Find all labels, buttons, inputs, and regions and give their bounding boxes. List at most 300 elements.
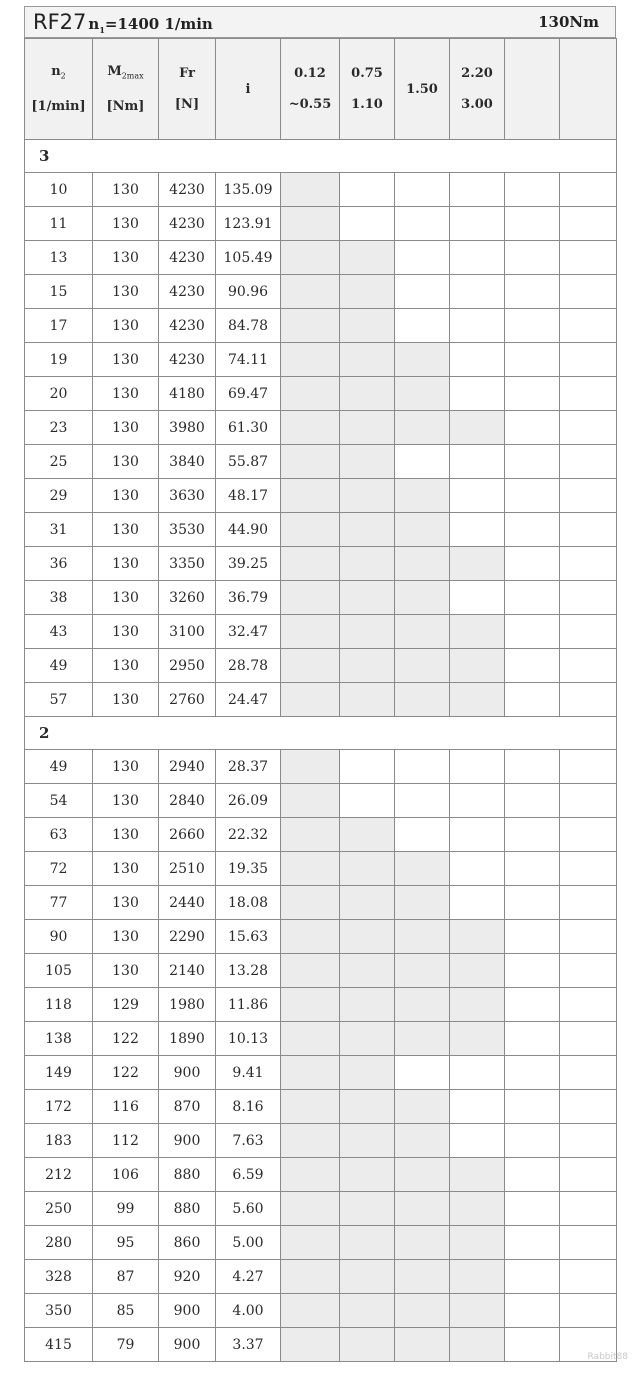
- power-cell-2: [340, 1022, 395, 1056]
- cell-fr: 870: [159, 1090, 216, 1124]
- cell-fr: 4180: [159, 377, 216, 411]
- power-cell-2: [340, 445, 395, 479]
- power-cell-1: [281, 1056, 340, 1090]
- power-cell-4: [450, 784, 505, 818]
- power-cell-4: [450, 988, 505, 1022]
- cell-m2max: 130: [93, 411, 159, 445]
- input-speed-symbol: n: [88, 14, 100, 33]
- power-cell-1: [281, 479, 340, 513]
- cell-fr: 2950: [159, 649, 216, 683]
- cell-i: 8.16: [216, 1090, 281, 1124]
- power-cell-6: [560, 1056, 617, 1090]
- cell-n2: 72: [25, 852, 93, 886]
- power-cell-3: [395, 547, 450, 581]
- cell-i: 105.49: [216, 241, 281, 275]
- header-i: [216, 39, 281, 140]
- power-cell-5: [505, 173, 560, 207]
- power-cell-4: [450, 1124, 505, 1158]
- table-row: [25, 513, 617, 547]
- power-cell-5: [505, 241, 560, 275]
- cell-fr: 4230: [159, 309, 216, 343]
- power-cell-3: [395, 818, 450, 852]
- cell-fr: 860: [159, 1226, 216, 1260]
- power-cell-4: [450, 1090, 505, 1124]
- cell-fr: 2290: [159, 920, 216, 954]
- header-power-4: [450, 39, 505, 140]
- power-cell-4: [450, 818, 505, 852]
- power-cell-3: [395, 411, 450, 445]
- power-cell-3: [395, 920, 450, 954]
- power-cell-5: [505, 1328, 560, 1362]
- cell-n2: 43: [25, 615, 93, 649]
- power-cell-6: [560, 411, 617, 445]
- header-n2-label: n: [51, 63, 61, 79]
- power-cell-6: [560, 547, 617, 581]
- cell-n2: 63: [25, 818, 93, 852]
- table-row: [25, 1124, 617, 1158]
- cell-fr: 900: [159, 1328, 216, 1362]
- table-row: [25, 988, 617, 1022]
- header-power-1: [281, 39, 340, 140]
- power-cell-3: [395, 954, 450, 988]
- table-row: [25, 683, 617, 717]
- power-cell-4: [450, 309, 505, 343]
- cell-i: 28.78: [216, 649, 281, 683]
- table-row: [25, 1294, 617, 1328]
- power-cell-5: [505, 513, 560, 547]
- cell-i: 5.00: [216, 1226, 281, 1260]
- power-cell-3: [395, 683, 450, 717]
- table-row: [25, 275, 617, 309]
- cell-i: 13.28: [216, 954, 281, 988]
- power-cell-1: [281, 241, 340, 275]
- power-cell-4: [450, 241, 505, 275]
- header-power-1-line1: 0.12: [294, 66, 326, 81]
- table-row: [25, 954, 617, 988]
- power-cell-1: [281, 852, 340, 886]
- power-cell-4: [450, 852, 505, 886]
- cell-n2: 250: [25, 1192, 93, 1226]
- cell-i: 61.30: [216, 411, 281, 445]
- power-cell-6: [560, 1124, 617, 1158]
- cell-i: 26.09: [216, 784, 281, 818]
- power-cell-5: [505, 886, 560, 920]
- power-cell-1: [281, 886, 340, 920]
- table-row: [25, 1090, 617, 1124]
- header-power-1-line2: ~0.55: [288, 97, 332, 112]
- power-cell-1: [281, 818, 340, 852]
- cell-i: 18.08: [216, 886, 281, 920]
- power-cell-1: [281, 513, 340, 547]
- cell-fr: 3840: [159, 445, 216, 479]
- power-cell-4: [450, 954, 505, 988]
- cell-fr: 3100: [159, 615, 216, 649]
- cell-i: 4.00: [216, 1294, 281, 1328]
- power-cell-3: [395, 207, 450, 241]
- power-cell-1: [281, 343, 340, 377]
- header-fr-unit: [N]: [174, 97, 200, 112]
- cell-n2: 13: [25, 241, 93, 275]
- power-cell-5: [505, 852, 560, 886]
- power-cell-3: [395, 615, 450, 649]
- cell-i: 84.78: [216, 309, 281, 343]
- cell-i: 4.27: [216, 1260, 281, 1294]
- rated-torque: 130Nm: [538, 13, 599, 31]
- table-row: [25, 581, 617, 615]
- cell-fr: 2840: [159, 784, 216, 818]
- power-cell-4: [450, 1260, 505, 1294]
- power-cell-4: [450, 173, 505, 207]
- power-cell-6: [560, 1090, 617, 1124]
- power-cell-6: [560, 1192, 617, 1226]
- cell-n2: 90: [25, 920, 93, 954]
- cell-n2: 105: [25, 954, 93, 988]
- power-cell-3: [395, 275, 450, 309]
- power-cell-6: [560, 1226, 617, 1260]
- table-body: [25, 140, 617, 1362]
- power-cell-4: [450, 1294, 505, 1328]
- power-cell-5: [505, 1022, 560, 1056]
- power-cell-6: [560, 852, 617, 886]
- power-cell-3: [395, 750, 450, 784]
- header-power-4-line1: 2.20: [461, 66, 493, 81]
- cell-m2max: 130: [93, 479, 159, 513]
- power-cell-6: [560, 920, 617, 954]
- power-cell-4: [450, 377, 505, 411]
- cell-m2max: 122: [93, 1022, 159, 1056]
- cell-m2max: 85: [93, 1294, 159, 1328]
- power-cell-1: [281, 1328, 340, 1362]
- header-power-4-line2: 3.00: [461, 97, 493, 112]
- cell-i: 48.17: [216, 479, 281, 513]
- power-cell-2: [340, 1124, 395, 1158]
- power-cell-5: [505, 343, 560, 377]
- power-cell-4: [450, 615, 505, 649]
- power-cell-3: [395, 445, 450, 479]
- header-n2-sub: 2: [60, 71, 66, 81]
- header-row: [25, 39, 617, 140]
- cell-m2max: 79: [93, 1328, 159, 1362]
- cell-n2: 149: [25, 1056, 93, 1090]
- power-cell-3: [395, 343, 450, 377]
- header-power-3-line1: 1.50: [406, 81, 438, 97]
- cell-fr: 2660: [159, 818, 216, 852]
- input-speed: [88, 15, 212, 35]
- power-cell-3: [395, 1226, 450, 1260]
- cell-m2max: 99: [93, 1192, 159, 1226]
- cell-m2max: 130: [93, 954, 159, 988]
- power-cell-4: [450, 411, 505, 445]
- cell-n2: 212: [25, 1158, 93, 1192]
- power-cell-5: [505, 988, 560, 1022]
- table-row: [25, 1158, 617, 1192]
- power-cell-1: [281, 1124, 340, 1158]
- power-cell-4: [450, 750, 505, 784]
- power-cell-3: [395, 513, 450, 547]
- power-cell-4: [450, 547, 505, 581]
- power-cell-4: [450, 920, 505, 954]
- power-cell-2: [340, 1260, 395, 1294]
- power-cell-5: [505, 1260, 560, 1294]
- cell-i: 7.63: [216, 1124, 281, 1158]
- cell-m2max: 95: [93, 1226, 159, 1260]
- power-cell-2: [340, 173, 395, 207]
- header-fr: [159, 39, 216, 140]
- power-cell-1: [281, 1294, 340, 1328]
- cell-fr: 920: [159, 1260, 216, 1294]
- table-row: [25, 309, 617, 343]
- power-cell-5: [505, 309, 560, 343]
- stage-group-row: [25, 717, 617, 750]
- power-cell-2: [340, 818, 395, 852]
- gear-selection-table: [24, 38, 617, 1362]
- cell-n2: 19: [25, 343, 93, 377]
- power-cell-3: [395, 241, 450, 275]
- power-cell-5: [505, 377, 560, 411]
- table-row: [25, 852, 617, 886]
- table-row: [25, 649, 617, 683]
- cell-fr: 1980: [159, 988, 216, 1022]
- table-row: [25, 207, 617, 241]
- cell-n2: 31: [25, 513, 93, 547]
- power-cell-1: [281, 1090, 340, 1124]
- power-cell-2: [340, 920, 395, 954]
- table-row: [25, 1192, 617, 1226]
- power-cell-5: [505, 784, 560, 818]
- power-cell-5: [505, 818, 560, 852]
- power-cell-1: [281, 411, 340, 445]
- cell-fr: 3980: [159, 411, 216, 445]
- power-cell-4: [450, 581, 505, 615]
- cell-m2max: 112: [93, 1124, 159, 1158]
- cell-i: 22.32: [216, 818, 281, 852]
- cell-n2: 350: [25, 1294, 93, 1328]
- power-cell-5: [505, 1158, 560, 1192]
- cell-m2max: 129: [93, 988, 159, 1022]
- cell-n2: 183: [25, 1124, 93, 1158]
- cell-n2: 415: [25, 1328, 93, 1362]
- power-cell-1: [281, 173, 340, 207]
- cell-n2: 77: [25, 886, 93, 920]
- power-cell-2: [340, 1090, 395, 1124]
- cell-n2: 25: [25, 445, 93, 479]
- power-cell-1: [281, 988, 340, 1022]
- table-row: [25, 1260, 617, 1294]
- power-cell-5: [505, 920, 560, 954]
- power-cell-2: [340, 1328, 395, 1362]
- cell-n2: 17: [25, 309, 93, 343]
- header-n2-unit: [1/min]: [31, 99, 86, 115]
- power-cell-5: [505, 411, 560, 445]
- power-cell-1: [281, 275, 340, 309]
- power-cell-3: [395, 1260, 450, 1294]
- table-row: [25, 886, 617, 920]
- power-cell-1: [281, 920, 340, 954]
- power-cell-3: [395, 309, 450, 343]
- cell-fr: 2510: [159, 852, 216, 886]
- cell-m2max: 130: [93, 547, 159, 581]
- power-cell-3: [395, 1192, 450, 1226]
- power-cell-6: [560, 377, 617, 411]
- cell-n2: 328: [25, 1260, 93, 1294]
- power-cell-2: [340, 1192, 395, 1226]
- cell-i: 69.47: [216, 377, 281, 411]
- power-cell-6: [560, 683, 617, 717]
- cell-m2max: 130: [93, 615, 159, 649]
- power-cell-3: [395, 886, 450, 920]
- power-cell-6: [560, 1158, 617, 1192]
- cell-i: 55.87: [216, 445, 281, 479]
- input-speed-subscript: 1: [99, 24, 105, 35]
- cell-i: 135.09: [216, 173, 281, 207]
- power-cell-6: [560, 784, 617, 818]
- power-cell-3: [395, 1090, 450, 1124]
- power-cell-6: [560, 1294, 617, 1328]
- cell-fr: 3260: [159, 581, 216, 615]
- cell-fr: 4230: [159, 343, 216, 377]
- power-cell-1: [281, 683, 340, 717]
- table-row: [25, 1056, 617, 1090]
- cell-i: 24.47: [216, 683, 281, 717]
- power-cell-6: [560, 343, 617, 377]
- cell-i: 15.63: [216, 920, 281, 954]
- cell-i: 90.96: [216, 275, 281, 309]
- power-cell-6: [560, 275, 617, 309]
- cell-n2: 49: [25, 750, 93, 784]
- power-cell-2: [340, 750, 395, 784]
- power-cell-2: [340, 683, 395, 717]
- power-cell-2: [340, 377, 395, 411]
- power-cell-2: [340, 988, 395, 1022]
- cell-fr: 3530: [159, 513, 216, 547]
- cell-n2: 38: [25, 581, 93, 615]
- power-cell-1: [281, 615, 340, 649]
- cell-m2max: 130: [93, 581, 159, 615]
- header-power-5: [505, 39, 560, 140]
- power-cell-1: [281, 445, 340, 479]
- cell-i: 6.59: [216, 1158, 281, 1192]
- power-cell-6: [560, 750, 617, 784]
- cell-m2max: 130: [93, 343, 159, 377]
- power-cell-5: [505, 750, 560, 784]
- cell-m2max: 130: [93, 513, 159, 547]
- power-cell-3: [395, 1328, 450, 1362]
- cell-m2max: 130: [93, 683, 159, 717]
- power-cell-5: [505, 1192, 560, 1226]
- header-m2max-unit: [Nm]: [106, 99, 145, 115]
- cell-fr: 4230: [159, 207, 216, 241]
- power-cell-5: [505, 649, 560, 683]
- power-cell-6: [560, 988, 617, 1022]
- power-cell-2: [340, 411, 395, 445]
- table-row: [25, 818, 617, 852]
- power-cell-5: [505, 445, 560, 479]
- power-cell-3: [395, 852, 450, 886]
- table-row: [25, 784, 617, 818]
- power-cell-5: [505, 1090, 560, 1124]
- power-cell-5: [505, 954, 560, 988]
- power-cell-3: [395, 1294, 450, 1328]
- power-cell-2: [340, 479, 395, 513]
- cell-m2max: 130: [93, 750, 159, 784]
- header-power-2-line2: 1.10: [351, 97, 383, 112]
- power-cell-2: [340, 1056, 395, 1090]
- cell-m2max: 130: [93, 649, 159, 683]
- header-n2: [25, 39, 93, 140]
- power-cell-1: [281, 784, 340, 818]
- power-cell-4: [450, 886, 505, 920]
- header-m2max: [93, 39, 159, 140]
- cell-m2max: 130: [93, 920, 159, 954]
- cell-fr: 4230: [159, 173, 216, 207]
- cell-i: 32.47: [216, 615, 281, 649]
- cell-n2: 23: [25, 411, 93, 445]
- cell-i: 28.37: [216, 750, 281, 784]
- power-cell-1: [281, 547, 340, 581]
- power-cell-4: [450, 1056, 505, 1090]
- power-cell-4: [450, 479, 505, 513]
- power-cell-4: [450, 513, 505, 547]
- cell-m2max: 130: [93, 309, 159, 343]
- cell-fr: 880: [159, 1192, 216, 1226]
- power-cell-1: [281, 1226, 340, 1260]
- power-cell-5: [505, 1294, 560, 1328]
- power-cell-2: [340, 207, 395, 241]
- header-power-6: [560, 39, 617, 140]
- power-cell-2: [340, 886, 395, 920]
- cell-n2: 118: [25, 988, 93, 1022]
- power-cell-5: [505, 683, 560, 717]
- cell-m2max: 87: [93, 1260, 159, 1294]
- power-cell-4: [450, 1022, 505, 1056]
- power-cell-6: [560, 241, 617, 275]
- power-cell-6: [560, 207, 617, 241]
- cell-n2: 15: [25, 275, 93, 309]
- power-cell-1: [281, 954, 340, 988]
- power-cell-5: [505, 207, 560, 241]
- table-row: [25, 1022, 617, 1056]
- cell-n2: 280: [25, 1226, 93, 1260]
- power-cell-2: [340, 1158, 395, 1192]
- cell-n2: 20: [25, 377, 93, 411]
- power-cell-2: [340, 241, 395, 275]
- power-cell-3: [395, 377, 450, 411]
- power-cell-4: [450, 207, 505, 241]
- power-cell-2: [340, 615, 395, 649]
- cell-fr: 4230: [159, 241, 216, 275]
- power-cell-6: [560, 1260, 617, 1294]
- cell-i: 11.86: [216, 988, 281, 1022]
- cell-n2: 10: [25, 173, 93, 207]
- power-cell-4: [450, 445, 505, 479]
- cell-i: 39.25: [216, 547, 281, 581]
- power-cell-6: [560, 479, 617, 513]
- power-cell-4: [450, 1192, 505, 1226]
- cell-fr: 900: [159, 1056, 216, 1090]
- cell-i: 9.41: [216, 1056, 281, 1090]
- cell-m2max: 122: [93, 1056, 159, 1090]
- table-row: [25, 615, 617, 649]
- cell-fr: 2140: [159, 954, 216, 988]
- power-cell-4: [450, 1226, 505, 1260]
- cell-m2max: 130: [93, 852, 159, 886]
- model-name: RF27: [33, 9, 87, 34]
- cell-i: 19.35: [216, 852, 281, 886]
- power-cell-5: [505, 275, 560, 309]
- power-cell-5: [505, 615, 560, 649]
- power-cell-1: [281, 1192, 340, 1226]
- power-cell-4: [450, 343, 505, 377]
